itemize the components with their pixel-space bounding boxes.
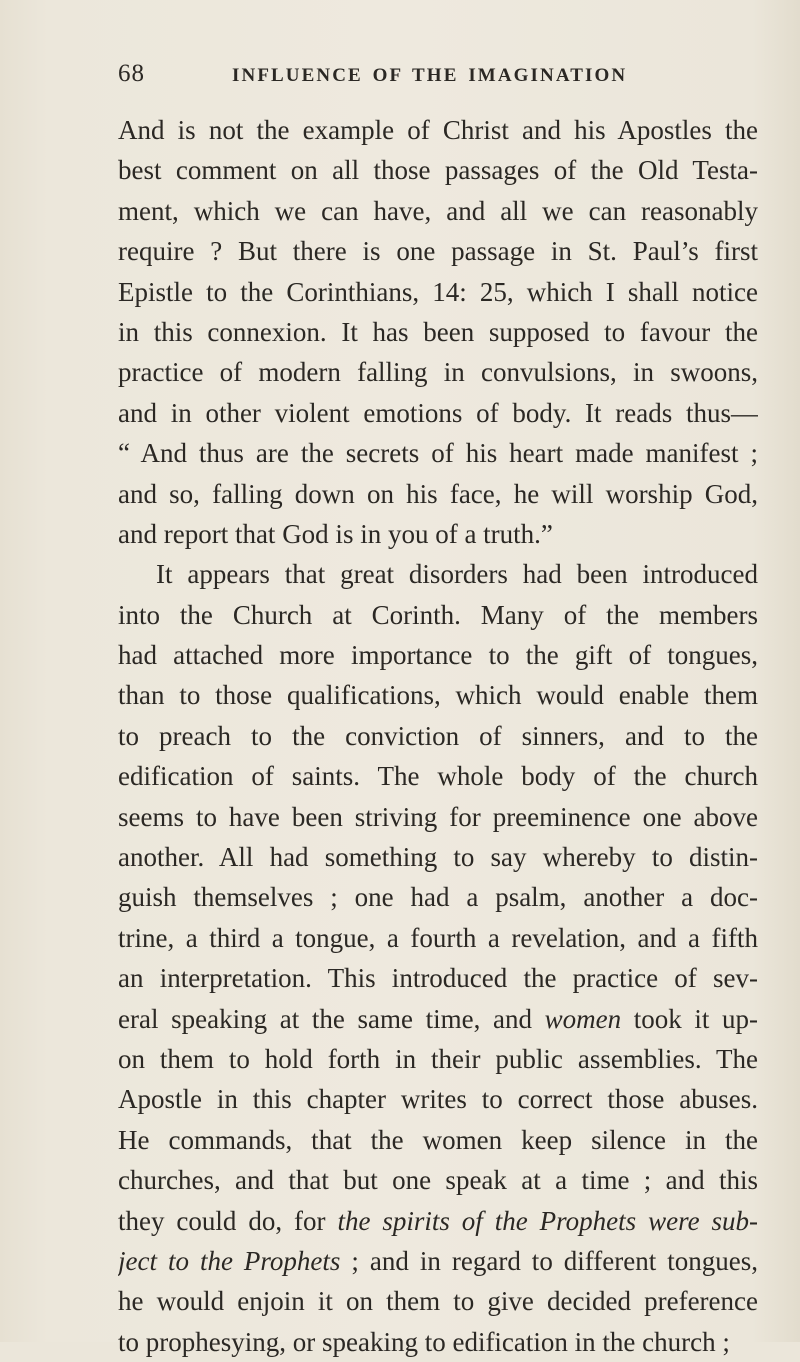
text-line: and in other violent emotions of body. It reads thus—	[118, 397, 758, 428]
text-line: on them to hold forth in their public assemblies. The	[118, 1043, 758, 1074]
running-title: INFLUENCE OF THE IMAGINATION	[232, 65, 628, 86]
text-line: in this connexion. It has been supposed to favour the	[118, 316, 758, 347]
text-line: It appears that great disorders had been introduced	[156, 559, 758, 590]
text-line: Apostle in this chapter writes to correct those abuses.	[118, 1084, 758, 1115]
text-segment: eral speaking at the same time, and	[118, 1003, 545, 1034]
text-segment: ; and in regard to different tongues,	[340, 1245, 758, 1276]
text-line: seems to have been striving for preeminence one above	[118, 801, 758, 832]
running-head	[118, 60, 758, 94]
text-line: another. All had something to say whereby to distin-	[118, 842, 758, 873]
text-line: than to those qualifications, which would enable them	[118, 680, 758, 711]
text-line: he would enjoin it on them to give decided preference	[118, 1286, 758, 1317]
body-text	[118, 110, 758, 1362]
text-line: to prophesying, or speaking to edification in the church ;	[118, 1326, 730, 1357]
text-line: He commands, that the women keep silence in the	[118, 1124, 758, 1155]
text-line: and so, falling down on his face, he will worship God,	[118, 478, 758, 509]
text-line: best comment on all those passages of the Old Testa-	[118, 155, 758, 186]
text-line: And is not the example of Christ and his Apostles the	[118, 115, 758, 145]
italic-text: women	[544, 1003, 622, 1034]
text-line: guish themselves ; one had a psalm, another a doc-	[118, 882, 758, 913]
text-line: had attached more importance to the gift of tongues,	[118, 640, 758, 671]
text-line	[118, 1201, 758, 1241]
text-line: trine, a third a tongue, a fourth a revelation, and a fifth	[118, 922, 758, 953]
text-line	[118, 1241, 758, 1281]
text-line: to preach to the conviction of sinners, and to the	[118, 720, 758, 751]
text-line	[118, 999, 758, 1039]
text-segment: they could do, for	[118, 1205, 338, 1236]
text-line: an interpretation. This introduced the practice of sev-	[118, 963, 758, 994]
text-line: practice of modern falling in convulsions, in swoons,	[118, 357, 758, 388]
italic-text: the spirits of the Prophets were sub-	[337, 1205, 758, 1236]
italic-text: ject to the Prophets	[118, 1245, 341, 1276]
text-line: and report that God is in you of a truth.”	[118, 518, 553, 549]
text-line: into the Church at Corinth. Many of the members	[118, 599, 758, 630]
text-line: ment, which we can have, and all we can reasonably	[118, 195, 758, 226]
page-number: 68	[118, 60, 145, 87]
text-line: “ And thus are the secrets of his heart made manifest ;	[118, 438, 758, 469]
text-line: churches, and that but one speak at a time ; and this	[118, 1165, 758, 1196]
text-line: Epistle to the Corinthians, 14: 25, which I shall notice	[118, 276, 758, 307]
text-line: edification of saints. The whole body of the church	[118, 761, 758, 792]
text-segment: took it up-	[621, 1003, 758, 1034]
text-line: require ? But there is one passage in St. Paul’s first	[118, 236, 758, 267]
